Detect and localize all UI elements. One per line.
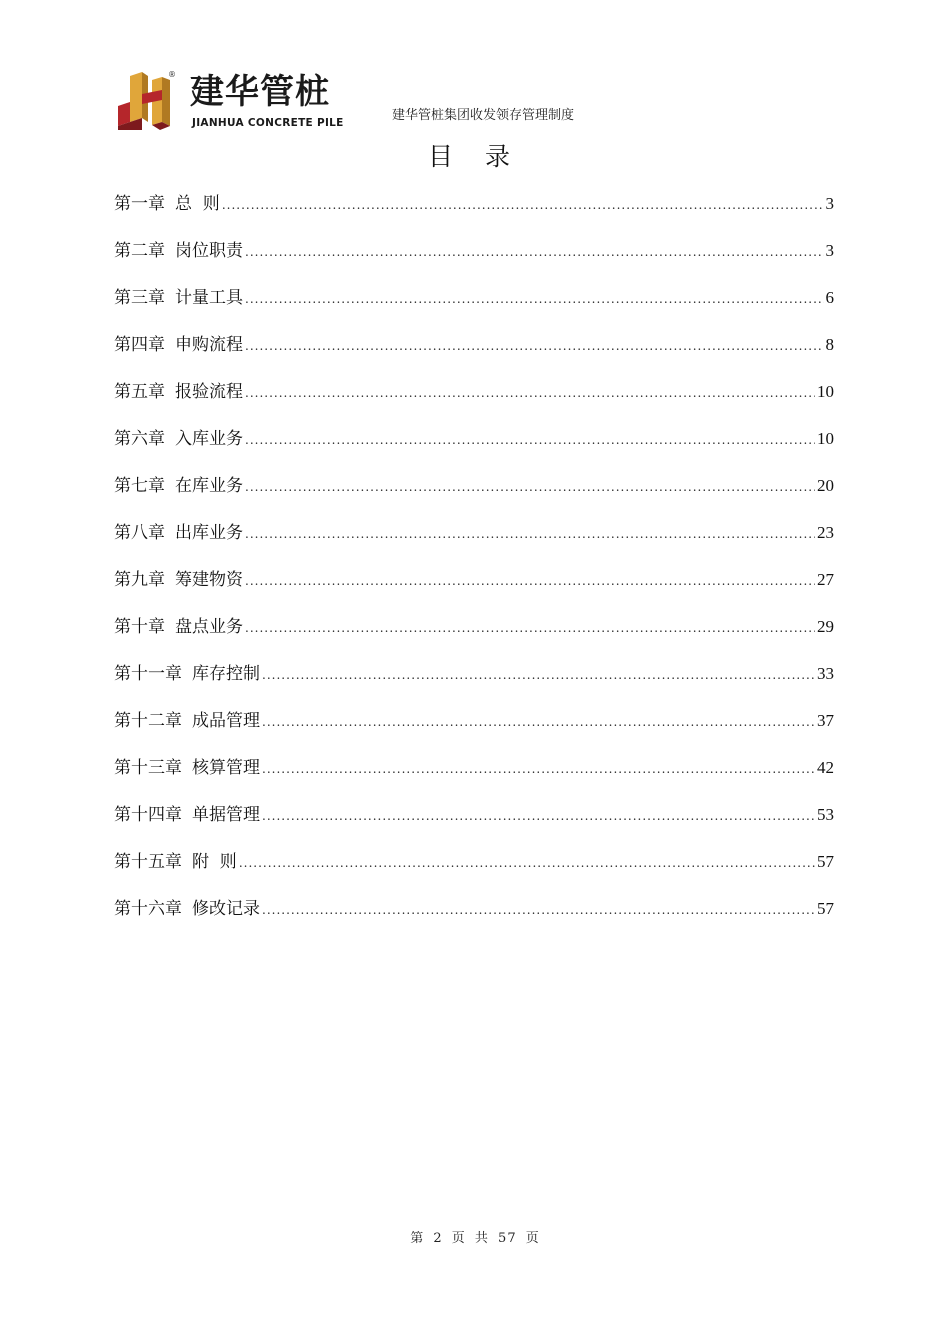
toc-page-number: 42 <box>817 758 834 777</box>
toc-dot-leader <box>245 566 815 596</box>
toc-entry[interactable] <box>114 659 834 706</box>
page-header <box>0 0 950 140</box>
toc-entry-label <box>114 659 260 689</box>
toc-chapter-title: 计量工具 <box>175 288 243 308</box>
toc-dot-leader <box>239 848 815 878</box>
toc-entry[interactable] <box>114 377 834 424</box>
toc-dot-leader <box>262 895 815 925</box>
toc-entry-label <box>114 330 243 360</box>
toc-heading: 目 录 <box>428 142 522 171</box>
toc-dot-leader <box>245 613 815 643</box>
toc-chapter-number: 第八章 <box>114 523 165 543</box>
toc-chapter-title: 申购流程 <box>175 335 243 355</box>
toc-entry-label <box>114 706 260 736</box>
toc-chapter-title: 盘点业务 <box>175 617 243 637</box>
toc-entry[interactable] <box>114 847 834 894</box>
toc-chapter-title: 出库业务 <box>175 523 243 543</box>
toc-dot-leader <box>245 237 824 267</box>
toc-page-number: 53 <box>817 805 834 824</box>
toc-dot-leader <box>245 472 815 502</box>
toc-page-number: 6 <box>825 288 834 307</box>
toc-dot-leader <box>262 660 815 690</box>
toc-page-number: 23 <box>817 523 834 542</box>
toc-chapter-title: 筹建物资 <box>175 570 243 590</box>
jianhua-logo-icon <box>116 70 174 132</box>
toc-entry[interactable] <box>114 330 834 377</box>
toc-entry[interactable] <box>114 236 834 283</box>
toc-chapter-title: 岗位职责 <box>175 241 243 261</box>
toc-chapter-number: 第十三章 <box>114 758 182 778</box>
toc-chapter-number: 第九章 <box>114 570 165 590</box>
toc-dot-leader <box>245 378 815 408</box>
toc-chapter-title: 入库业务 <box>175 429 243 449</box>
toc-page-number: 57 <box>817 899 834 918</box>
toc-page-number: 8 <box>825 335 834 354</box>
toc-dot-leader <box>245 331 824 361</box>
toc-entry[interactable] <box>114 753 834 800</box>
toc-chapter-number: 第一章 <box>114 194 165 214</box>
toc-chapter-title: 在库业务 <box>175 476 243 496</box>
toc-dot-leader <box>262 707 815 737</box>
toc-entry[interactable] <box>114 800 834 847</box>
toc-page-number: 33 <box>817 664 834 683</box>
logo-english-text: JIANHUA CONCRETE PILE <box>192 117 344 129</box>
toc-entry-label <box>114 236 243 266</box>
toc-chapter-title: 修改记录 <box>192 899 260 919</box>
toc-chapter-number: 第四章 <box>114 335 165 355</box>
toc-dot-leader <box>245 425 815 455</box>
logo-chinese-text: 建华管桩 <box>190 72 330 112</box>
toc-entry-label <box>114 518 243 548</box>
toc-page-number: 10 <box>817 429 834 448</box>
toc-page-number: 3 <box>825 241 834 260</box>
toc-chapter-number: 第十章 <box>114 617 165 637</box>
toc-entry-label <box>114 283 243 313</box>
toc-page-number: 27 <box>817 570 834 589</box>
toc-entry[interactable] <box>114 565 834 612</box>
toc-entry[interactable] <box>114 706 834 753</box>
toc-entry[interactable] <box>114 612 834 659</box>
toc-entry-label <box>114 612 243 642</box>
toc-chapter-title: 附 则 <box>192 852 237 872</box>
toc-page-number: 20 <box>817 476 834 495</box>
toc-entry-label <box>114 753 260 783</box>
toc-entry-label <box>114 189 220 219</box>
toc-entry-label <box>114 847 237 877</box>
registered-mark: ® <box>168 70 176 79</box>
toc-chapter-title: 库存控制 <box>192 664 260 684</box>
toc-entry[interactable] <box>114 518 834 565</box>
toc-entry-label <box>114 424 243 454</box>
toc-entry-label <box>114 377 243 407</box>
toc-chapter-number: 第五章 <box>114 382 165 402</box>
toc-dot-leader <box>245 519 815 549</box>
toc-entry[interactable] <box>114 189 834 236</box>
toc-dot-leader <box>245 284 824 314</box>
toc-chapter-number: 第十六章 <box>114 899 182 919</box>
page-footer: 第 2 页 共 57 页 <box>410 1231 540 1246</box>
toc-entry-label <box>114 565 243 595</box>
toc-chapter-number: 第十五章 <box>114 852 182 872</box>
toc-chapter-title: 单据管理 <box>192 805 260 825</box>
toc-entry[interactable] <box>114 894 834 941</box>
toc-page-number: 29 <box>817 617 834 636</box>
document-title: 建华管桩集团收发领存管理制度 <box>392 108 575 123</box>
toc-chapter-number: 第十四章 <box>114 805 182 825</box>
toc-entry[interactable] <box>114 283 834 330</box>
toc-dot-leader <box>262 801 815 831</box>
toc-entry-label <box>114 471 243 501</box>
toc-entry-label <box>114 894 260 924</box>
toc-chapter-number: 第二章 <box>114 241 165 261</box>
toc-chapter-number: 第十一章 <box>114 664 182 684</box>
toc-dot-leader <box>262 754 815 784</box>
toc-page-number: 3 <box>825 194 834 213</box>
toc-page-number: 37 <box>817 711 834 730</box>
toc-chapter-number: 第十二章 <box>114 711 182 731</box>
toc-page-number: 10 <box>817 382 834 401</box>
toc-chapter-title: 报验流程 <box>175 382 243 402</box>
toc-page-number: 57 <box>817 852 834 871</box>
toc-entry[interactable] <box>114 424 834 471</box>
toc-chapter-number: 第三章 <box>114 288 165 308</box>
toc-entry-label <box>114 800 260 830</box>
toc-chapter-title: 核算管理 <box>192 758 260 778</box>
toc-dot-leader <box>222 190 824 220</box>
toc-chapter-number: 第六章 <box>114 429 165 449</box>
toc-chapter-title: 总 则 <box>175 194 220 214</box>
toc-chapter-number: 第七章 <box>114 476 165 496</box>
toc-chapter-title: 成品管理 <box>192 711 260 731</box>
toc-entry[interactable] <box>114 471 834 518</box>
table-of-contents <box>114 189 834 941</box>
